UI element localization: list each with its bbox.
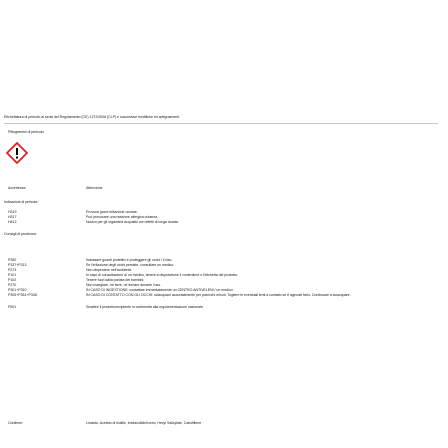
precautionary-text: Indossare guanti protettivi e proteggere gli occhi / il viso. [86, 258, 173, 262]
ghs07-pictogram [6, 142, 28, 164]
header-title: Etichettatura di pericolo ai sensi del Regolamento (CE) 1272/2008 (CLP) e successive modifiche ed adeguamenti. [4, 115, 180, 119]
precautionary-code: P280 [8, 258, 17, 262]
precautionary-text: Non mangiare, né bere, né fumare durante l'uso. [86, 283, 162, 287]
precautionary-text: IN CASO DI CONTATTO CON GLI OCCHI: sciacquare accuratamente per parecchi minuti. Togliere le eventuali lenti a contatto se è agevole farlo. Continuare a sciacquare. [86, 293, 351, 297]
exclamation-mark-diamond-icon [6, 142, 28, 164]
precautionary-text: In caso di consultazione di un medico, tenere a disposizione il contenitore o l'etichetta del prodotto. [86, 273, 238, 277]
hazard-code: H412 [8, 220, 17, 224]
hazard-text: Nocivo per gli organismi acquatici con effetti di lunga durata. [86, 220, 179, 224]
precautionary-code: P102 [8, 278, 17, 282]
contains-label: Contiene: [8, 421, 23, 425]
hazard-text: Provoca grave irritazione oculare. [86, 210, 138, 214]
contains-text: Linalolo, Acetato di linalile, Imidazolidinil urea, Hexyl Salicylate, Cariofillene [86, 421, 202, 425]
precautionary-code: P337+P313 [8, 263, 27, 267]
hazard-text: Può provocare una reazione allergica cutanea. [86, 215, 159, 219]
hazard-code: H317 [8, 215, 17, 219]
precautionary-text: Se l'irritazione degli occhi persiste, consultare un medico. [86, 263, 175, 267]
pictograms-label: Pittogrammi di pericolo: [8, 130, 45, 134]
precautionary-code: P301+P310 [8, 288, 27, 292]
precautionary-code: P501 [8, 305, 17, 309]
signal-value: Attenzione [86, 186, 103, 190]
precautionary-text: Smaltire il prodotto/recipiente in conformità alla regolamentazione nazionale. [86, 305, 204, 309]
precautionary-code: P273 [8, 268, 17, 272]
hazard-section-label: Indicazioni di pericolo: [4, 200, 39, 204]
label-header [4, 115, 444, 120]
precautionary-text: Tenere fuori dalla portata dei bambini. [86, 278, 145, 282]
precautionary-text: IN CASO DI INGESTIONE: contattare immediatamente un CENTRO ANTIVELENI / un medico. [86, 288, 234, 292]
precautionary-text: Non disperdere nell'ambiente. [86, 268, 133, 272]
precautionary-section-label: Consigli di prudenza: [4, 232, 37, 236]
header-divider [4, 123, 438, 124]
precautionary-code: P101 [8, 273, 17, 277]
signal-label: Avvertenze: [8, 186, 27, 190]
precautionary-code: P305+P351+P338 [8, 293, 37, 297]
precautionary-code: P270 [8, 283, 17, 287]
hazard-code: H319 [8, 210, 17, 214]
